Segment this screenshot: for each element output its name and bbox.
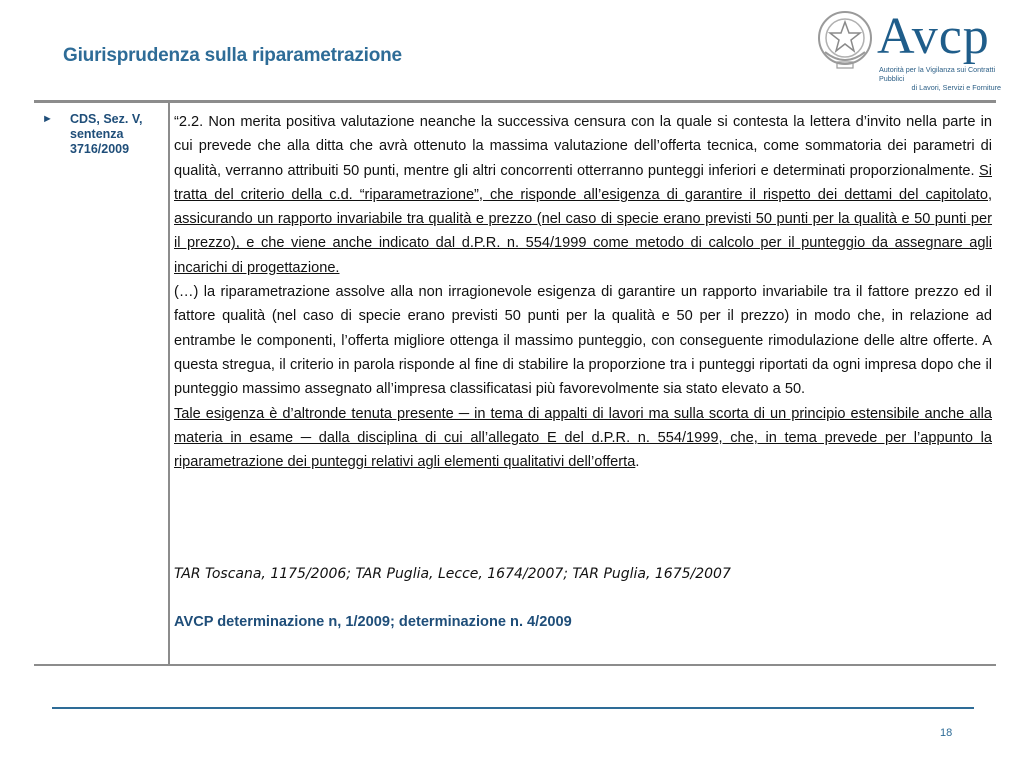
paragraph-1 [174,110,992,280]
logo-subtitle-line2: di Lavori, Servizi e Forniture [911,83,1001,92]
table-column-divider [168,102,170,664]
case-reference-line1: CDS, Sez. V, [70,112,143,126]
bullet-arrow-icon: ► [42,113,53,125]
footer-rule [52,707,974,709]
table-bottom-rule [34,664,996,666]
avcp-determinations: AVCP determinazione n, 1/2009; determinazione n. 4/2009 [174,614,572,630]
paragraph-2: (…) la riparametrazione assolve alla non irragionevole esigenza di garantire un rapporto invariabile tra il fattore prezzo ed il fattore qualità (nel caso di specie erano previsti 50 punti per la qualità e 50 per il prezzo) in modo che, in relazione ad entrambe le componenti, l’offerta migliore ottenga il massimo punteggio, con conseguente rimodulazione delle altre offerte. A questa stregua, il criterio in parola risponde al fine di stabilire la proporzione tra i punteggi riportati da ogni impresa dopo che il punteggio massimo assegnato all’impresa classificatasi più favorevolmente sia stato elevato a 50. [174,284,992,398]
page-number: 18 [940,727,953,739]
judgment-text [174,110,992,474]
tar-citations: TAR Toscana, 1175/2006; TAR Puglia, Lecce, 1674/2007; TAR Puglia, 1675/2007 [174,566,731,582]
paragraph-1-underlined: Si tratta del criterio della c.d. “riparametrazione”, che risponde all’esigenza di garantire il rispetto dei dettami del capitolato, assicurando un rapporto invariabile tra qualità e prezzo (nel caso di specie erano previsti 50 punti per la qualità e 50 punti per il prezzo), e che viene anche indicato dal d.P.R. n. 554/1999 come metodo di calcolo per il punteggio da assegnare agli incarichi di progettazione. [174,162,992,276]
case-reference-label [70,112,165,157]
avcp-logo [815,8,1005,92]
table-top-rule [34,100,996,103]
logo-subtitle-line1: Autorità per la Vigilanza sui Contratti Pubblici [879,65,996,83]
case-reference-line3: 3716/2009 [70,142,130,156]
paragraph-3-tail: . [635,454,640,471]
paragraph-3 [174,402,992,475]
logo-wordmark: Avcp [877,8,990,65]
slide-title: Giurisprudenza sulla riparametrazione [63,45,402,66]
paragraph-1-plain: “2.2. Non merita positiva valutazione neanche la successiva censura con la quale si contesta la lettera d’invito nella parte in cui prevede che alla ditta che avrà ottenuto la massima valutazione dell’offerta tecnica, come sommatoria dei parametri di qualità, verranno attribuiti 50 punti, mentre gli altri concorrenti otterranno punteggi inferiori e determinati proporzionalmente. [174,114,992,179]
paragraph-3-underlined: Tale esigenza è d’altronde tenuta presente ─ in tema di appalti di lavori ma sulla scorta di un principio estensibile anche alla materia in esame ─ dalla disciplina di cui all’allegato E del d.P.R. n. 554/1999, che, in tema prevede per l’appunto la riparametrazione dei punteggi relativi agli elementi qualitativi dell’offerta [174,405,992,471]
logo-subtitle [879,65,1005,92]
italian-emblem-icon [815,8,875,74]
case-reference-line2: sentenza [70,127,124,141]
